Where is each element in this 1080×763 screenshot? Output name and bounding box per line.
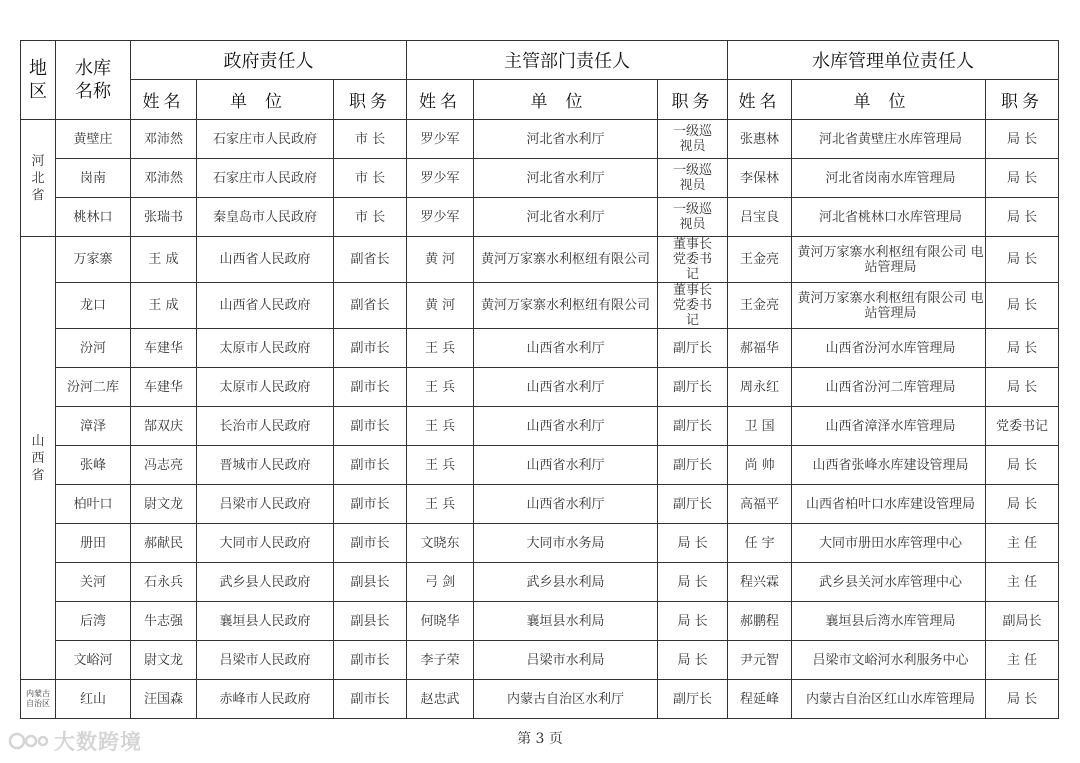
mgmt-title-cell: 局 长	[986, 329, 1059, 368]
reservoir-name-cell: 张峰	[56, 446, 131, 485]
reservoir-name-cell: 汾河二库	[56, 368, 131, 407]
dept-unit-cell: 黄河万家寨水利枢纽有限公司	[474, 237, 658, 283]
table-row	[21, 524, 1059, 563]
mgmt-unit-cell: 河北省黄壁庄水库管理局	[792, 120, 986, 159]
table-row	[21, 120, 1059, 159]
gov-name-cell: 尉文龙	[131, 485, 197, 524]
dept-unit-cell: 大同市水务局	[474, 524, 658, 563]
table-body	[21, 120, 1059, 719]
gov-unit-cell: 襄垣县人民政府	[197, 602, 334, 641]
mgmt-title-header: 职务	[986, 80, 1059, 120]
mgmt-title-cell: 主 任	[986, 524, 1059, 563]
gov-title-cell: 副市长	[334, 407, 407, 446]
gov-name-cell: 郜双庆	[131, 407, 197, 446]
reservoir-name-cell: 册田	[56, 524, 131, 563]
dept-responsible-header: 主管部门责任人	[407, 41, 728, 80]
gov-title-cell: 市 长	[334, 120, 407, 159]
gov-name-cell: 邓沛然	[131, 159, 197, 198]
table-row	[21, 680, 1059, 719]
dept-title-cell: 副厅长	[658, 485, 728, 524]
dept-name-cell: 黄 河	[407, 237, 474, 283]
mgmt-unit-cell: 黄河万家寨水利枢纽有限公司 电站管理局	[792, 237, 986, 283]
gov-title-header: 职务	[334, 80, 407, 120]
dept-name-cell: 何晓华	[407, 602, 474, 641]
reservoir-name-cell: 漳泽	[56, 407, 131, 446]
mgmt-name-cell: 程兴霖	[728, 563, 792, 602]
gov-unit-cell: 石家庄市人民政府	[197, 159, 334, 198]
table-row	[21, 159, 1059, 198]
mgmt-unit-cell: 山西省汾河二库管理局	[792, 368, 986, 407]
mgmt-title-cell: 局 长	[986, 237, 1059, 283]
mgmt-title-cell: 局 长	[986, 198, 1059, 237]
mgmt-unit-cell: 山西省张峰水库建设管理局	[792, 446, 986, 485]
mgmt-unit-header: 单位	[792, 80, 986, 120]
reservoir-name-cell: 汾河	[56, 329, 131, 368]
gov-name-cell: 王 成	[131, 283, 197, 329]
mgmt-name-cell: 任 宇	[728, 524, 792, 563]
mgmt-name-cell: 卫 国	[728, 407, 792, 446]
gov-name-cell: 王 成	[131, 237, 197, 283]
gov-title-cell: 副县长	[334, 602, 407, 641]
mgmt-name-cell: 王金亮	[728, 283, 792, 329]
gov-unit-cell: 吕梁市人民政府	[197, 641, 334, 680]
mgmt-title-cell: 局 长	[986, 159, 1059, 198]
reservoir-name-cell: 后湾	[56, 602, 131, 641]
gov-unit-cell: 晋城市人民政府	[197, 446, 334, 485]
dept-name-cell: 文晓东	[407, 524, 474, 563]
dept-name-cell: 弓 剑	[407, 563, 474, 602]
mgmt-unit-cell: 吕梁市文峪河水利服务中心	[792, 641, 986, 680]
dept-unit-cell: 内蒙古自治区水利厅	[474, 680, 658, 719]
dept-name-cell: 罗少军	[407, 159, 474, 198]
gov-responsible-header: 政府责任人	[131, 41, 407, 80]
mgmt-name-cell: 高福平	[728, 485, 792, 524]
page-number: 第 3 页	[517, 731, 563, 747]
table-row	[21, 446, 1059, 485]
gov-title-cell: 副市长	[334, 485, 407, 524]
dept-title-cell: 局 长	[658, 602, 728, 641]
mgmt-unit-cell: 内蒙古自治区红山水库管理局	[792, 680, 986, 719]
dept-name-header: 姓名	[407, 80, 474, 120]
region-cell: 内蒙古自治区	[21, 680, 56, 719]
gov-unit-cell: 太原市人民政府	[197, 329, 334, 368]
dept-name-cell: 罗少军	[407, 120, 474, 159]
dept-title-cell: 局 长	[658, 563, 728, 602]
reservoir-name-cell: 关河	[56, 563, 131, 602]
region-header: 地区	[21, 41, 56, 120]
gov-name-header: 姓名	[131, 80, 197, 120]
dept-title-cell: 副厅长	[658, 446, 728, 485]
reservoir-name-header: 水库名称	[56, 41, 131, 120]
gov-unit-cell: 山西省人民政府	[197, 283, 334, 329]
gov-unit-cell: 长治市人民政府	[197, 407, 334, 446]
mgmt-name-cell: 李保林	[728, 159, 792, 198]
dept-unit-cell: 武乡县水利局	[474, 563, 658, 602]
mgmt-title-cell: 局 长	[986, 283, 1059, 329]
gov-name-cell: 车建华	[131, 329, 197, 368]
gov-unit-header: 单位	[197, 80, 334, 120]
mgmt-unit-cell: 山西省柏叶口水库建设管理局	[792, 485, 986, 524]
table-row	[21, 407, 1059, 446]
table-row	[21, 198, 1059, 237]
dept-unit-cell: 吕梁市水利局	[474, 641, 658, 680]
gov-name-cell: 冯志亮	[131, 446, 197, 485]
gov-name-cell: 邓沛然	[131, 120, 197, 159]
region-cell: 山西省	[21, 237, 56, 680]
mgmt-unit-cell: 黄河万家寨水利枢纽有限公司 电站管理局	[792, 283, 986, 329]
dept-name-cell: 李子荣	[407, 641, 474, 680]
gov-unit-cell: 大同市人民政府	[197, 524, 334, 563]
mgmt-title-cell: 副局长	[986, 602, 1059, 641]
mgmt-title-cell: 局 长	[986, 368, 1059, 407]
gov-title-cell: 副省长	[334, 237, 407, 283]
dept-unit-cell: 山西省水利厅	[474, 446, 658, 485]
mgmt-unit-cell: 河北省桃林口水库管理局	[792, 198, 986, 237]
reservoir-name-cell: 柏叶口	[56, 485, 131, 524]
mgmt-name-cell: 周永红	[728, 368, 792, 407]
table-row	[21, 485, 1059, 524]
dept-name-cell: 王 兵	[407, 407, 474, 446]
dept-unit-header: 单位	[474, 80, 658, 120]
watermark	[8, 726, 142, 756]
dept-title-cell: 局 长	[658, 524, 728, 563]
gov-title-cell: 副市长	[334, 329, 407, 368]
gov-name-cell: 尉文龙	[131, 641, 197, 680]
reservoir-name-cell: 红山	[56, 680, 131, 719]
region-cell: 河北省	[21, 120, 56, 237]
gov-title-cell: 副市长	[334, 680, 407, 719]
gov-unit-cell: 吕梁市人民政府	[197, 485, 334, 524]
gov-title-cell: 副市长	[334, 524, 407, 563]
dept-name-cell: 王 兵	[407, 368, 474, 407]
mgmt-name-cell: 尚 帅	[728, 446, 792, 485]
gov-unit-cell: 太原市人民政府	[197, 368, 334, 407]
gov-unit-cell: 秦皇岛市人民政府	[197, 198, 334, 237]
dept-name-cell: 罗少军	[407, 198, 474, 237]
dept-title-cell: 副厅长	[658, 368, 728, 407]
gov-name-cell: 牛志强	[131, 602, 197, 641]
mgmt-name-cell: 郝福华	[728, 329, 792, 368]
dept-unit-cell: 山西省水利厅	[474, 329, 658, 368]
mgmt-title-cell: 党委书记	[986, 407, 1059, 446]
gov-unit-cell: 石家庄市人民政府	[197, 120, 334, 159]
dept-title-cell: 副厅长	[658, 329, 728, 368]
table-row	[21, 641, 1059, 680]
watermark-logo-icon	[8, 730, 50, 752]
table-row	[21, 563, 1059, 602]
mgmt-name-cell: 程延峰	[728, 680, 792, 719]
gov-title-cell: 市 长	[334, 159, 407, 198]
dept-title-cell: 一级巡视员	[658, 120, 728, 159]
gov-unit-cell: 武乡县人民政府	[197, 563, 334, 602]
mgmt-unit-cell: 大同市册田水库管理中心	[792, 524, 986, 563]
dept-name-cell: 王 兵	[407, 446, 474, 485]
mgmt-name-cell: 张惠林	[728, 120, 792, 159]
mgmt-title-cell: 局 长	[986, 446, 1059, 485]
dept-unit-cell: 河北省水利厅	[474, 159, 658, 198]
mgmt-unit-cell: 山西省汾河水库管理局	[792, 329, 986, 368]
reservoir-responsibility-table	[20, 40, 1059, 719]
dept-name-cell: 黄 河	[407, 283, 474, 329]
dept-unit-cell: 河北省水利厅	[474, 198, 658, 237]
mgmt-title-cell: 主 任	[986, 563, 1059, 602]
reservoir-name-cell: 桃林口	[56, 198, 131, 237]
mgmt-name-header: 姓名	[728, 80, 792, 120]
gov-title-cell: 副县长	[334, 563, 407, 602]
gov-unit-cell: 赤峰市人民政府	[197, 680, 334, 719]
mgmt-unit-cell: 河北省岗南水库管理局	[792, 159, 986, 198]
dept-title-cell: 副厅长	[658, 680, 728, 719]
dept-title-cell: 董事长 党委书记	[658, 237, 728, 283]
mgmt-responsible-header: 水库管理单位责任人	[728, 41, 1059, 80]
gov-unit-cell: 山西省人民政府	[197, 237, 334, 283]
table-row	[21, 329, 1059, 368]
mgmt-name-cell: 吕宝良	[728, 198, 792, 237]
dept-name-cell: 王 兵	[407, 485, 474, 524]
mgmt-name-cell: 王金亮	[728, 237, 792, 283]
dept-unit-cell: 襄垣县水利局	[474, 602, 658, 641]
dept-unit-cell: 山西省水利厅	[474, 368, 658, 407]
gov-title-cell: 市 长	[334, 198, 407, 237]
mgmt-title-cell: 主 任	[986, 641, 1059, 680]
gov-title-cell: 副省长	[334, 283, 407, 329]
mgmt-name-cell: 尹元智	[728, 641, 792, 680]
gov-name-cell: 郝献民	[131, 524, 197, 563]
mgmt-unit-cell: 襄垣县后湾水库管理局	[792, 602, 986, 641]
dept-title-cell: 副厅长	[658, 407, 728, 446]
gov-name-cell: 汪国森	[131, 680, 197, 719]
mgmt-name-cell: 郝鹏程	[728, 602, 792, 641]
dept-title-cell: 一级巡视员	[658, 159, 728, 198]
dept-unit-cell: 山西省水利厅	[474, 407, 658, 446]
mgmt-title-cell: 局 长	[986, 120, 1059, 159]
mgmt-unit-cell: 武乡县关河水库管理中心	[792, 563, 986, 602]
table-row	[21, 368, 1059, 407]
dept-title-cell: 董事长 党委书记	[658, 283, 728, 329]
dept-title-header: 职务	[658, 80, 728, 120]
table-row	[21, 237, 1059, 283]
watermark-text: 大数跨境	[54, 730, 142, 754]
dept-title-cell: 局 长	[658, 641, 728, 680]
dept-name-cell: 王 兵	[407, 329, 474, 368]
table-row	[21, 283, 1059, 329]
reservoir-name-cell: 万家寨	[56, 237, 131, 283]
gov-title-cell: 副市长	[334, 641, 407, 680]
gov-name-cell: 车建华	[131, 368, 197, 407]
dept-title-cell: 一级巡视员	[658, 198, 728, 237]
reservoir-name-cell: 黄壁庄	[56, 120, 131, 159]
gov-title-cell: 副市长	[334, 368, 407, 407]
mgmt-unit-cell: 山西省漳泽水库管理局	[792, 407, 986, 446]
mgmt-title-cell: 局 长	[986, 680, 1059, 719]
dept-unit-cell: 黄河万家寨水利枢纽有限公司	[474, 283, 658, 329]
gov-name-cell: 张瑞书	[131, 198, 197, 237]
reservoir-name-cell: 文峪河	[56, 641, 131, 680]
reservoir-name-cell: 岗南	[56, 159, 131, 198]
dept-unit-cell: 河北省水利厅	[474, 120, 658, 159]
dept-name-cell: 赵忠武	[407, 680, 474, 719]
gov-title-cell: 副市长	[334, 446, 407, 485]
reservoir-name-cell: 龙口	[56, 283, 131, 329]
dept-unit-cell: 山西省水利厅	[474, 485, 658, 524]
gov-name-cell: 石永兵	[131, 563, 197, 602]
mgmt-title-cell: 局 长	[986, 485, 1059, 524]
table-row	[21, 602, 1059, 641]
